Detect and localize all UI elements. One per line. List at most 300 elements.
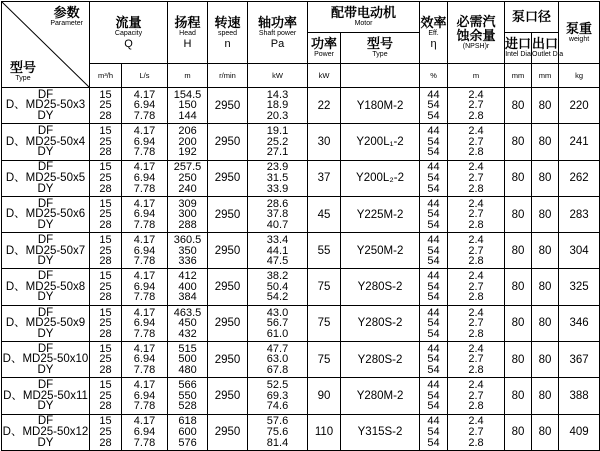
model-line: D、MD25-50x4 xyxy=(5,135,86,148)
value-line: 7.78 xyxy=(133,291,156,304)
model-cell xyxy=(2,414,90,450)
value-line: 54 xyxy=(427,436,440,449)
motor-header: 配带电动机 Motor xyxy=(308,2,420,33)
value-line: 44 xyxy=(427,197,440,210)
flow-ls-cell xyxy=(122,378,168,414)
speed-cell: 2950 xyxy=(208,160,248,196)
model-line: DF xyxy=(37,125,54,138)
unit-inlet: mm xyxy=(505,64,532,88)
value-line: 154.5 xyxy=(173,88,202,101)
value-line: 54 xyxy=(427,317,440,330)
value-line: 4.17 xyxy=(133,415,156,428)
header-corner xyxy=(2,2,90,88)
shaft-power-header: 轴功率 Shaft power Pa xyxy=(248,2,308,64)
value-line: 54 xyxy=(427,291,440,304)
weight-cell: 409 xyxy=(559,414,600,450)
weight-cell: 241 xyxy=(559,124,600,160)
head-cell xyxy=(168,233,208,269)
npsh-cell xyxy=(448,233,505,269)
value-line: 44 xyxy=(427,379,440,392)
value-line: 28 xyxy=(99,436,112,449)
value-line: 28 xyxy=(99,255,112,268)
value-line: 412 xyxy=(178,270,197,283)
npsh-cell xyxy=(448,124,505,160)
model-line: DY xyxy=(37,218,54,231)
value-line: 25 xyxy=(99,317,112,330)
value-line: 19.1 xyxy=(266,125,289,138)
value-line: 2.4 xyxy=(468,415,484,428)
flow-ls-cell xyxy=(122,342,168,378)
value-line: 2.7 xyxy=(468,280,484,293)
table-row xyxy=(2,124,600,160)
value-line: 4.17 xyxy=(133,161,156,174)
value-line: 28 xyxy=(99,146,112,159)
value-line: 43.0 xyxy=(266,306,289,319)
value-line: 7.78 xyxy=(133,146,156,159)
value-line: 2.7 xyxy=(468,244,484,257)
value-line: 6.94 xyxy=(133,244,156,257)
eff-cell xyxy=(420,342,448,378)
value-line: 2.8 xyxy=(468,364,484,377)
value-line: 2.4 xyxy=(468,125,484,138)
npsh-cell xyxy=(448,196,505,232)
value-line: 57.6 xyxy=(266,415,289,428)
shaft-power-cell xyxy=(248,124,308,160)
value-line: 54 xyxy=(427,400,440,413)
eff-header: 效率 Eff. η xyxy=(420,2,448,64)
motor-power-cell: 45 xyxy=(308,196,341,232)
value-line: 2.7 xyxy=(468,135,484,148)
flow-m3h-cell xyxy=(90,196,122,232)
value-line: 25 xyxy=(99,135,112,148)
value-line: 25 xyxy=(99,208,112,221)
value-line: 2.8 xyxy=(468,400,484,413)
value-line: 4.17 xyxy=(133,270,156,283)
flow-m3h-cell xyxy=(90,233,122,269)
value-line: 15 xyxy=(99,306,112,319)
value-line: 15 xyxy=(99,233,112,246)
shaft-power-cell xyxy=(248,414,308,450)
value-line: 4.17 xyxy=(133,88,156,101)
motor-type-cell: Y225M-2 xyxy=(341,196,420,232)
model-line: DF xyxy=(37,161,54,174)
model-line: DF xyxy=(37,270,54,283)
shaft-power-cell xyxy=(248,160,308,196)
flow-ls-cell xyxy=(122,414,168,450)
npsh-cell xyxy=(448,378,505,414)
table-row xyxy=(2,378,600,414)
flow-ls-cell xyxy=(122,124,168,160)
value-line: 2.4 xyxy=(468,342,484,355)
value-line: 40.7 xyxy=(266,218,289,231)
value-line: 2.7 xyxy=(468,208,484,221)
model-zh: 型号 xyxy=(10,60,37,75)
value-line: 206 xyxy=(178,125,197,138)
weight-cell: 388 xyxy=(559,378,600,414)
value-line: 6.94 xyxy=(133,280,156,293)
value-line: 44 xyxy=(427,342,440,355)
value-line: 257.5 xyxy=(173,161,202,174)
value-line: 27.1 xyxy=(266,146,289,159)
value-line: 20.3 xyxy=(266,109,289,122)
unit-outlet: mm xyxy=(532,64,559,88)
pump-spec-table xyxy=(1,1,600,451)
value-line: 74.6 xyxy=(266,400,289,413)
value-line: 515 xyxy=(178,342,197,355)
value-line: 2.7 xyxy=(468,317,484,330)
speed-cell: 2950 xyxy=(208,342,248,378)
unit-shaft-power: kW xyxy=(248,64,308,88)
head-cell xyxy=(168,196,208,232)
eff-cell xyxy=(420,160,448,196)
value-line: 25 xyxy=(99,171,112,184)
npsh-cell xyxy=(448,88,505,124)
head-cell xyxy=(168,342,208,378)
model-cell xyxy=(2,196,90,232)
outlet-cell: 80 xyxy=(532,233,559,269)
value-line: 7.78 xyxy=(133,400,156,413)
model-cell xyxy=(2,269,90,305)
speed-cell: 2950 xyxy=(208,414,248,450)
value-line: 2.8 xyxy=(468,218,484,231)
motor-power-cell: 22 xyxy=(308,88,341,124)
value-line: 37.8 xyxy=(266,208,289,221)
value-line: 44.1 xyxy=(266,244,289,257)
flow-m3h-cell xyxy=(90,342,122,378)
eff-cell xyxy=(420,414,448,450)
model-line: DY xyxy=(37,146,54,159)
npsh-cell xyxy=(448,414,505,450)
eff-cell xyxy=(420,233,448,269)
value-line: 7.78 xyxy=(133,218,156,231)
value-line: 2.8 xyxy=(468,436,484,449)
value-line: 576 xyxy=(178,436,197,449)
value-line: 2.7 xyxy=(468,426,484,439)
value-line: 6.94 xyxy=(133,171,156,184)
model-line: D、MD25-50x7 xyxy=(5,244,86,257)
unit-speed: r/min xyxy=(208,64,248,88)
value-line: 47.7 xyxy=(266,342,289,355)
motor-type-header: 型号 Type xyxy=(341,33,420,64)
speed-header: 转速 speed n xyxy=(208,2,248,64)
value-line: 67.8 xyxy=(266,364,289,377)
value-line: 47.5 xyxy=(266,255,289,268)
value-line: 350 xyxy=(178,244,197,257)
value-line: 54 xyxy=(427,327,440,340)
value-line: 28 xyxy=(99,327,112,340)
motor-type-cell: Y280M-2 xyxy=(341,378,420,414)
model-en: Type xyxy=(15,75,31,82)
value-line: 6.94 xyxy=(133,208,156,221)
table-row xyxy=(2,305,600,341)
model-line: DF xyxy=(37,306,54,319)
weight-cell: 346 xyxy=(559,305,600,341)
value-line: 360.5 xyxy=(173,233,202,246)
value-line: 2.4 xyxy=(468,270,484,283)
motor-type-cell: Y200L₁-2 xyxy=(341,124,420,160)
value-line: 7.78 xyxy=(133,109,156,122)
motor-power-cell: 75 xyxy=(308,342,341,378)
value-line: 56.7 xyxy=(266,317,289,330)
model-line: DF xyxy=(37,379,54,392)
outlet-cell: 80 xyxy=(532,196,559,232)
unit-weight: kg xyxy=(559,64,600,88)
flow-m3h-cell xyxy=(90,88,122,124)
model-cell xyxy=(2,342,90,378)
model-line: DY xyxy=(37,291,54,304)
value-line: 566 xyxy=(178,379,197,392)
value-line: 44 xyxy=(427,415,440,428)
value-line: 15 xyxy=(99,342,112,355)
value-line: 7.78 xyxy=(133,255,156,268)
head-cell xyxy=(168,160,208,196)
value-line: 2.4 xyxy=(468,88,484,101)
inlet-header: 进口 Intel Dia xyxy=(505,33,532,64)
inlet-cell: 80 xyxy=(505,342,532,378)
inlet-cell: 80 xyxy=(505,160,532,196)
value-line: 25 xyxy=(99,280,112,293)
value-line: 54 xyxy=(427,426,440,439)
weight-cell: 367 xyxy=(559,342,600,378)
value-line: 150 xyxy=(178,99,197,112)
weight-cell: 325 xyxy=(559,269,600,305)
table-body xyxy=(2,88,600,451)
value-line: 7.78 xyxy=(133,182,156,195)
weight-cell: 304 xyxy=(559,233,600,269)
model-line: D、MD25-50x6 xyxy=(5,208,86,221)
value-line: 15 xyxy=(99,270,112,283)
table-row xyxy=(2,196,600,232)
value-line: 400 xyxy=(178,280,197,293)
value-line: 200 xyxy=(178,135,197,148)
head-cell xyxy=(168,305,208,341)
value-line: 54 xyxy=(427,244,440,257)
shaft-power-cell xyxy=(248,233,308,269)
model-line: DF xyxy=(37,415,54,428)
model-cell xyxy=(2,378,90,414)
value-line: 54 xyxy=(427,389,440,402)
value-line: 2.8 xyxy=(468,327,484,340)
value-line: 4.17 xyxy=(133,306,156,319)
value-line: 15 xyxy=(99,125,112,138)
speed-cell: 2950 xyxy=(208,196,248,232)
value-line: 4.17 xyxy=(133,379,156,392)
flow-m3h-cell xyxy=(90,305,122,341)
unit-eff: % xyxy=(420,64,448,88)
value-line: 54 xyxy=(427,135,440,148)
value-line: 6.94 xyxy=(133,135,156,148)
inlet-cell: 80 xyxy=(505,378,532,414)
value-line: 44 xyxy=(427,161,440,174)
inlet-cell: 80 xyxy=(505,305,532,341)
flow-m3h-cell xyxy=(90,269,122,305)
speed-cell: 2950 xyxy=(208,305,248,341)
value-line: 4.17 xyxy=(133,233,156,246)
value-line: 2.8 xyxy=(468,291,484,304)
value-line: 2.7 xyxy=(468,353,484,366)
value-line: 15 xyxy=(99,88,112,101)
motor-type-cell: Y315S-2 xyxy=(341,414,420,450)
inlet-cell: 80 xyxy=(505,196,532,232)
value-line: 28 xyxy=(99,218,112,231)
value-line: 63.0 xyxy=(266,353,289,366)
motor-type-cell: Y200L₂-2 xyxy=(341,160,420,196)
eff-cell xyxy=(420,88,448,124)
value-line: 54 xyxy=(427,255,440,268)
shaft-power-cell xyxy=(248,88,308,124)
value-line: 18.9 xyxy=(266,99,289,112)
value-line: 2.4 xyxy=(468,306,484,319)
unit-head: m xyxy=(168,64,208,88)
value-line: 6.94 xyxy=(133,99,156,112)
value-line: 4.17 xyxy=(133,125,156,138)
flow-ls-cell xyxy=(122,269,168,305)
eff-cell xyxy=(420,196,448,232)
outlet-cell: 80 xyxy=(532,378,559,414)
outlet-header: 出口 Outlet Dia xyxy=(532,33,559,64)
model-header xyxy=(10,61,36,83)
motor-power-cell: 37 xyxy=(308,160,341,196)
inlet-cell: 80 xyxy=(505,124,532,160)
value-line: 69.3 xyxy=(266,389,289,402)
flow-ls-cell xyxy=(122,88,168,124)
model-line: D、MD25-50x11 xyxy=(3,389,88,402)
value-line: 450 xyxy=(178,317,197,330)
value-line: 15 xyxy=(99,379,112,392)
value-line: 54 xyxy=(427,218,440,231)
weight-cell: 262 xyxy=(559,160,600,196)
npsh-cell xyxy=(448,269,505,305)
shaft-power-cell xyxy=(248,305,308,341)
model-line: DF xyxy=(37,88,54,101)
value-line: 6.94 xyxy=(133,353,156,366)
outlet-cell: 80 xyxy=(532,342,559,378)
value-line: 31.5 xyxy=(266,171,289,184)
value-line: 15 xyxy=(99,415,112,428)
model-line: DY xyxy=(37,364,54,377)
model-line: D、MD25-50x8 xyxy=(5,280,86,293)
value-line: 54 xyxy=(427,364,440,377)
value-line: 28 xyxy=(99,182,112,195)
value-line: 25.2 xyxy=(266,135,289,148)
value-line: 25 xyxy=(99,426,112,439)
value-line: 61.0 xyxy=(266,327,289,340)
model-line: D、MD25-50x3 xyxy=(5,99,86,112)
model-line: D、MD25-50x12 xyxy=(2,426,89,439)
value-line: 33.9 xyxy=(266,182,289,195)
npsh-header: 必需汽 蚀余量 (NPSH)r xyxy=(448,2,505,64)
motor-power-cell: 110 xyxy=(308,414,341,450)
head-cell xyxy=(168,124,208,160)
value-line: 250 xyxy=(178,171,197,184)
shaft-power-cell xyxy=(248,342,308,378)
value-line: 2.4 xyxy=(468,379,484,392)
value-line: 14.3 xyxy=(266,88,289,101)
value-line: 25 xyxy=(99,389,112,402)
value-line: 54 xyxy=(427,109,440,122)
value-line: 6.94 xyxy=(133,426,156,439)
value-line: 480 xyxy=(178,364,197,377)
motor-type-cell: Y250M-2 xyxy=(341,233,420,269)
value-line: 7.78 xyxy=(133,364,156,377)
head-cell xyxy=(168,414,208,450)
value-line: 54 xyxy=(427,146,440,159)
value-line: 81.4 xyxy=(266,436,289,449)
model-cell xyxy=(2,124,90,160)
value-line: 54 xyxy=(427,171,440,184)
value-line: 15 xyxy=(99,197,112,210)
flow-ls-cell xyxy=(122,233,168,269)
npsh-cell xyxy=(448,342,505,378)
shaft-power-cell xyxy=(248,196,308,232)
speed-cell: 2950 xyxy=(208,269,248,305)
value-line: 336 xyxy=(178,255,197,268)
value-line: 7.78 xyxy=(133,436,156,449)
value-line: 2.7 xyxy=(468,99,484,112)
head-cell xyxy=(168,378,208,414)
value-line: 38.2 xyxy=(266,270,289,283)
value-line: 15 xyxy=(99,161,112,174)
value-line: 54 xyxy=(427,353,440,366)
head-cell xyxy=(168,269,208,305)
param-en: Parameter xyxy=(50,20,83,27)
shaft-power-cell xyxy=(248,378,308,414)
motor-type-cell: Y180M-2 xyxy=(341,88,420,124)
bore-header: 泵口径 xyxy=(505,2,559,33)
value-line: 54 xyxy=(427,182,440,195)
table-row xyxy=(2,88,600,124)
flow-m3h-cell xyxy=(90,160,122,196)
weight-cell: 283 xyxy=(559,196,600,232)
motor-power-header: 功率 Power xyxy=(308,33,341,64)
model-cell xyxy=(2,160,90,196)
model-line: DY xyxy=(37,109,54,122)
value-line: 44 xyxy=(427,125,440,138)
value-line: 309 xyxy=(178,197,197,210)
value-line: 2.7 xyxy=(468,171,484,184)
table-row xyxy=(2,342,600,378)
model-cell xyxy=(2,305,90,341)
speed-cell: 2950 xyxy=(208,88,248,124)
value-line: 2.8 xyxy=(468,146,484,159)
value-line: 240 xyxy=(178,182,197,195)
value-line: 75.6 xyxy=(266,426,289,439)
value-line: 6.94 xyxy=(133,389,156,402)
table-row xyxy=(2,414,600,450)
value-line: 25 xyxy=(99,99,112,112)
value-line: 2.8 xyxy=(468,109,484,122)
value-line: 44 xyxy=(427,270,440,283)
speed-cell: 2950 xyxy=(208,378,248,414)
value-line: 28 xyxy=(99,109,112,122)
value-line: 550 xyxy=(178,389,197,402)
value-line: 2.8 xyxy=(468,182,484,195)
table-row xyxy=(2,160,600,196)
speed-cell: 2950 xyxy=(208,124,248,160)
outlet-cell: 80 xyxy=(532,88,559,124)
outlet-cell: 80 xyxy=(532,269,559,305)
value-line: 50.4 xyxy=(266,280,289,293)
eff-cell xyxy=(420,305,448,341)
unit-motor-type xyxy=(341,64,420,88)
value-line: 54.2 xyxy=(266,291,289,304)
value-line: 432 xyxy=(178,327,197,340)
flow-header: 流量 Capacity Q xyxy=(90,2,168,64)
value-line: 2.7 xyxy=(468,389,484,402)
value-line: 7.78 xyxy=(133,327,156,340)
model-line: D、MD25-50x10 xyxy=(2,353,89,366)
table-row xyxy=(2,233,600,269)
